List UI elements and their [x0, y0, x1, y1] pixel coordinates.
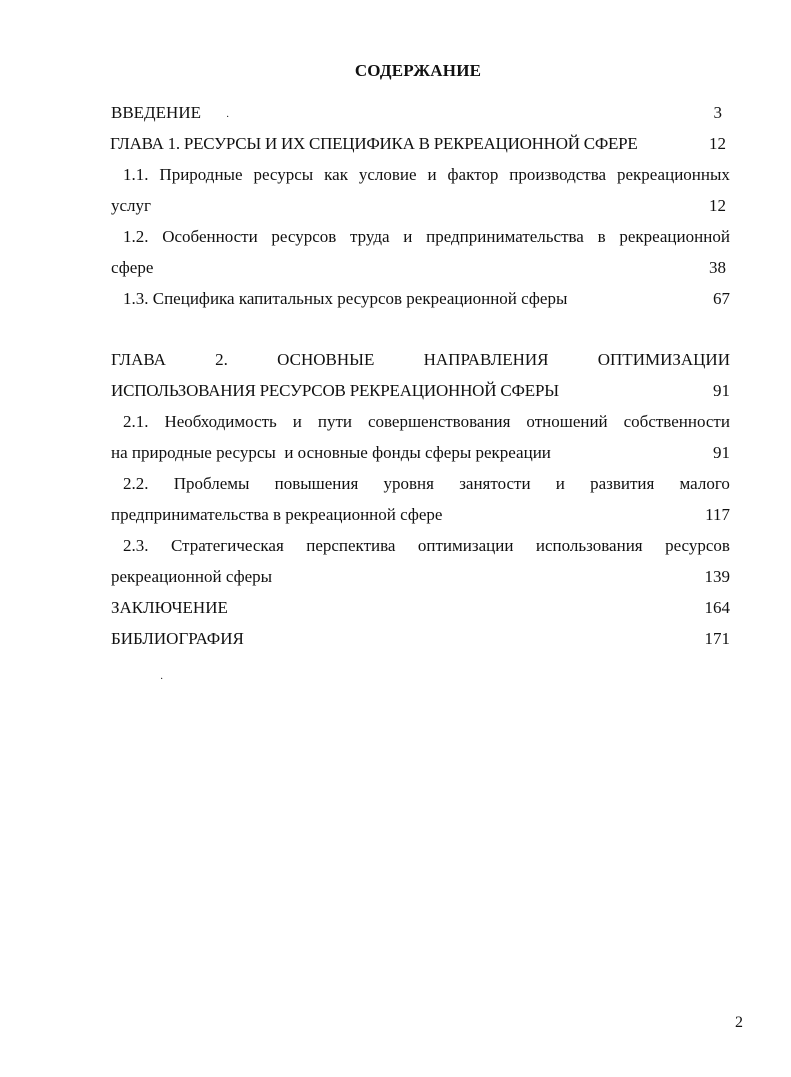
toc-word: ОСНОВНЫЕ [277, 350, 375, 369]
toc-word: повышения [274, 474, 359, 493]
toc-word: Необходимость [164, 412, 277, 431]
toc-entry-label: ВВЕДЕНИЕ [111, 103, 201, 122]
toc-word: труда [350, 227, 390, 246]
toc-word: ресурсов [665, 536, 730, 555]
toc-entry-label-line [111, 344, 730, 375]
toc-entry-label: 1.3. Специфика капитальных ресурсов рекреационной сферы [123, 289, 568, 308]
toc-entry-section-1-3[interactable] [111, 283, 730, 314]
toc-entry-section-1-2[interactable] [111, 221, 730, 283]
table-of-contents [111, 97, 730, 654]
toc-word: 2.1. [123, 412, 149, 431]
toc-entry-continuation [111, 252, 730, 283]
toc-entry-section-2-3[interactable] [111, 530, 730, 592]
toc-word: совершенствования [367, 412, 511, 431]
toc-word: отношений [526, 412, 608, 431]
toc-word: Стратегическая [170, 536, 284, 555]
toc-entry-label-line [111, 406, 730, 437]
spacer [111, 314, 730, 344]
toc-word: 1.2. [123, 227, 149, 246]
toc-entry-label-line [111, 468, 730, 499]
toc-entry-page: 139 [704, 567, 730, 586]
toc-entry-page: 91 [713, 443, 730, 462]
toc-entry-page: 67 [713, 289, 730, 308]
toc-word: Проблемы [173, 474, 250, 493]
toc-word: оптимизации [417, 536, 514, 555]
toc-entry-chapter-2[interactable] [111, 344, 730, 406]
toc-entry-intro[interactable] [111, 97, 730, 128]
toc-entry-continuation [111, 190, 730, 221]
stray-mark: · [160, 674, 164, 685]
toc-word: Природные [159, 165, 243, 184]
toc-word: условие [358, 165, 417, 184]
page-number: 2 [735, 1014, 743, 1031]
toc-entry-continuation [111, 499, 730, 530]
toc-word: рекреационных [617, 165, 730, 184]
toc-entry-page: 91 [713, 381, 730, 400]
toc-word: пути [317, 412, 352, 431]
toc-word: занятости [459, 474, 531, 493]
toc-entry-label-cont: сфере [111, 258, 154, 277]
toc-entry-continuation [111, 375, 730, 406]
toc-word: и [555, 474, 565, 493]
toc-word: ресурсы [253, 165, 314, 184]
toc-entry-page: 38 [709, 258, 726, 277]
toc-entry-label-cont: на природные ресурсы и основные фонды сферы рекреации [111, 443, 551, 462]
toc-word: собственности [623, 412, 730, 431]
toc-word: уровня [383, 474, 434, 493]
toc-entry-section-2-2[interactable] [111, 468, 730, 530]
toc-word: рекреационной [619, 227, 730, 246]
toc-entry-conclusion[interactable] [111, 592, 730, 623]
toc-entry-page: 3 [713, 103, 722, 122]
toc-entry-chapter-1[interactable] [110, 128, 726, 159]
toc-word: перспектива [306, 536, 396, 555]
toc-word: малого [679, 474, 730, 493]
toc-word: ОПТИМИЗАЦИИ [597, 350, 730, 369]
toc-word: ресурсов [271, 227, 337, 246]
toc-word: 2. [215, 350, 228, 369]
toc-entry-bibliography[interactable] [111, 623, 730, 654]
toc-entry-label-line [111, 530, 730, 561]
toc-word: производства [509, 165, 607, 184]
page-title: СОДЕРЖАНИЕ [354, 61, 482, 80]
toc-word: использования [535, 536, 643, 555]
toc-word: как [324, 165, 348, 184]
toc-entry-continuation [111, 437, 730, 468]
toc-entry-section-1-1[interactable] [111, 159, 730, 221]
toc-word: 2.2. [123, 474, 149, 493]
toc-entry-label-cont: ИСПОЛЬЗОВАНИЯ РЕСУРСОВ РЕКРЕАЦИОННОЙ СФЕРЫ [111, 381, 559, 400]
toc-word: 1.1. [123, 165, 149, 184]
toc-entry-continuation [111, 561, 730, 592]
toc-word: ГЛАВА [111, 350, 166, 369]
toc-entry-label: ГЛАВА 1. РЕСУРСЫ И ИХ СПЕЦИФИКА В РЕКРЕАЦИОННОЙ СФЕРЕ [110, 134, 638, 153]
toc-word: Особенности [162, 227, 258, 246]
toc-word: и [292, 412, 302, 431]
toc-entry-page: 164 [704, 598, 730, 617]
toc-entry-page: 12 [709, 134, 726, 153]
toc-entry-label-cont: предпринимательства в рекреационной сфере [111, 505, 443, 524]
toc-entry-page: 12 [709, 196, 726, 215]
toc-word: развития [590, 474, 655, 493]
toc-word: и [403, 227, 413, 246]
toc-entry-label-line [111, 159, 730, 190]
toc-entry-page: 117 [705, 505, 730, 524]
toc-word: предпринимательства [426, 227, 584, 246]
toc-word: фактор [447, 165, 499, 184]
toc-word: 2.3. [123, 536, 149, 555]
toc-word: НАПРАВЛЕНИЯ [423, 350, 549, 369]
toc-entry-page: 171 [704, 629, 730, 648]
toc-entry-label-cont: рекреационной сферы [111, 567, 273, 586]
toc-entry-label-line [111, 221, 730, 252]
toc-entry-label: ЗАКЛЮЧЕНИЕ [111, 598, 228, 617]
toc-entry-label: БИБЛИОГРАФИЯ [111, 629, 244, 648]
toc-entry-label-cont: услуг [111, 196, 152, 215]
toc-entry-section-2-1[interactable] [111, 406, 730, 468]
toc-word: и [427, 165, 437, 184]
stray-mark: · [226, 112, 230, 123]
toc-word: в [597, 227, 606, 246]
